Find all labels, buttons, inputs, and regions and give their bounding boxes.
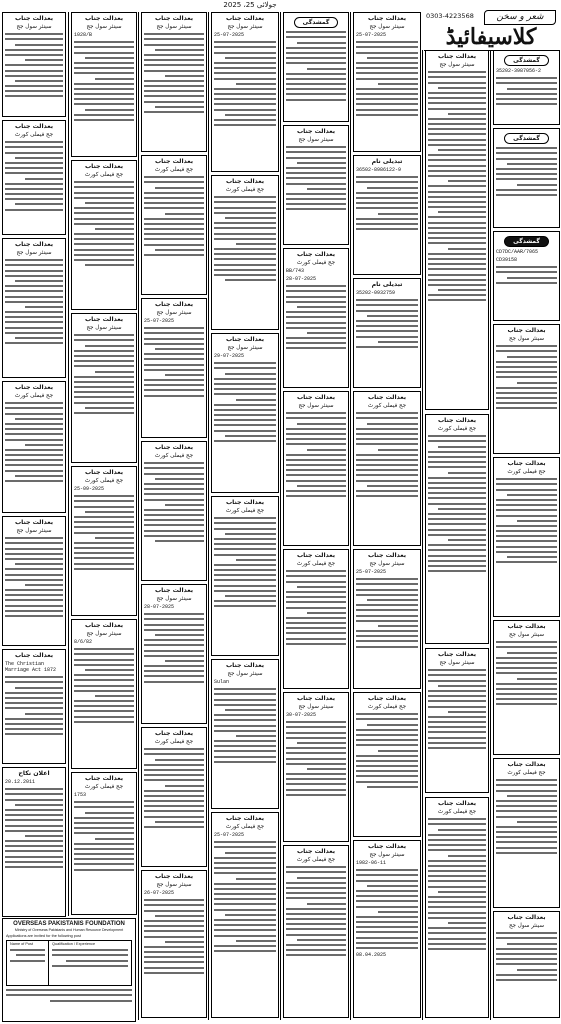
notice-heading: بعدالت جناب: [367, 843, 407, 850]
notice-court: جج فیملی کورٹ: [225, 508, 265, 514]
section-tag: گمشدگی: [504, 133, 549, 144]
notice: [425, 50, 489, 410]
notice: [211, 496, 279, 656]
dateline: 2025 ،جولائی 25: [223, 1, 277, 9]
notice-court: سینئر سول جج: [298, 704, 334, 710]
notice-heading: بعدالت جناب: [154, 730, 194, 737]
registration-number: CD39158: [496, 257, 518, 263]
notice: [283, 549, 349, 689]
notice: [353, 549, 421, 689]
notice-heading: بعدالت جناب: [367, 695, 407, 702]
notice-heading: بعدالت جناب: [84, 15, 124, 22]
notice-court: سینئر سول جج: [227, 671, 263, 677]
notice: [283, 248, 349, 388]
date: 28-07-2025: [286, 276, 317, 282]
notice-heading: بعدالت جناب: [14, 652, 54, 659]
notice-heading: بعدالت جناب: [84, 775, 124, 782]
column-4: [208, 12, 281, 1020]
notice-court: سینئر سول جج: [156, 24, 192, 30]
brand-logo: شعر و سخن: [484, 10, 556, 25]
notice-court: سینئر سول جج: [227, 345, 263, 351]
section-tag: گمشدگی: [504, 55, 549, 66]
notice-heading: اعلان نکاح: [18, 770, 50, 777]
notice: [71, 160, 137, 310]
notice-heading: بعدالت جناب: [14, 384, 54, 391]
notice: [493, 324, 560, 454]
notice-heading: بعدالت جناب: [225, 662, 265, 669]
notice-court: سینئر سول جج: [298, 403, 334, 409]
notice: [211, 175, 279, 330]
date: 25-07-2025: [356, 32, 387, 38]
masthead: [424, 10, 558, 51]
notice-court: جج فیملی کورٹ: [14, 393, 54, 399]
notice-heading: بعدالت جناب: [367, 394, 407, 401]
notice-heading: بعدالت جناب: [367, 15, 407, 22]
job-ad-title: OVERSEAS PAKISTANIS FOUNDATION: [13, 921, 125, 927]
notice: [493, 758, 560, 908]
section-tag: گمشدگی: [504, 236, 549, 247]
notice-heading: بعدالت جناب: [507, 761, 546, 768]
notice-court: جج فیملی کورٹ: [507, 770, 546, 776]
notice-court: جج فیملی کورٹ: [507, 469, 546, 475]
job-ad-subtitle: Ministry of Overseas Pakistanis and Human Resource Development: [14, 928, 124, 932]
notice-court: جج فیملی کورٹ: [154, 167, 194, 173]
notice-heading: بعدالت جناب: [154, 873, 194, 880]
date: 20.12.2011: [5, 779, 36, 785]
column-6: [350, 12, 423, 1020]
notice: [141, 298, 207, 438]
date: 25-07-2025: [144, 318, 175, 324]
date: 29-07-2025: [214, 353, 245, 359]
notice-heading: بعدالت جناب: [437, 417, 477, 424]
notice-court: جج فیملی کورٹ: [225, 824, 265, 830]
notice: [493, 620, 560, 755]
notice-court: سینئر سول جج: [86, 325, 122, 331]
notice-heading: بعدالت جناب: [14, 519, 54, 526]
date: 25-07-2025: [356, 569, 387, 575]
notice: [71, 772, 137, 915]
notice-court: سینئر سول جج: [369, 852, 405, 858]
notice-court: سینئر سول جج: [369, 561, 405, 567]
notice-court: سینئر سول جج: [439, 660, 475, 666]
notice-heading: بعدالت جناب: [437, 800, 477, 807]
notice-heading: بعدالت جناب: [296, 552, 336, 559]
notice-court: جج فیملی کورٹ: [225, 187, 265, 193]
notice: [493, 457, 560, 617]
notice-heading: بعدالت جناب: [296, 128, 336, 135]
notice: [141, 727, 207, 867]
contact-phone: 0303-4223568: [426, 12, 474, 20]
notice-heading: بعدالت جناب: [437, 651, 477, 658]
notice: [2, 120, 66, 235]
notice-heading: بعدالت جناب: [154, 301, 194, 308]
registration-number: CD7DC/AAR/7065: [496, 249, 539, 255]
date: 08.04.2025: [356, 952, 387, 959]
notice-court: جج فیملی کورٹ: [296, 260, 336, 266]
notice: [211, 812, 279, 1018]
notice: [353, 155, 421, 275]
notice: [2, 381, 66, 513]
notice: [353, 840, 421, 1018]
job-ad-col-head: Qualification / Experience: [52, 942, 96, 946]
notice-heading: بعدالت جناب: [154, 15, 194, 22]
notice-heading: بعدالت جناب: [14, 123, 54, 130]
notice-heading: تبدیلی نام: [371, 281, 403, 288]
notice: [141, 12, 207, 152]
notice-court: جج فیملی کورٹ: [84, 172, 124, 178]
job-ad-col-head: Name of Post: [10, 942, 34, 946]
notice: [353, 278, 421, 388]
notice: [283, 125, 349, 245]
notice: [71, 466, 137, 616]
notice-court: جج فیملی کورٹ: [296, 857, 336, 863]
notice: [493, 50, 560, 125]
notice: [71, 313, 137, 463]
notice: [2, 516, 66, 646]
notice-court: سینئر سول جج: [86, 24, 122, 30]
column-2: [68, 12, 139, 916]
notice-heading: بعدالت جناب: [14, 241, 54, 248]
date: 1982-06-11: [356, 860, 387, 866]
notice: [2, 238, 66, 378]
notice-court: سینئر سول جج: [508, 336, 545, 342]
notice: [493, 128, 560, 228]
page-title: کلاسیفائیڈ: [445, 24, 537, 50]
notice-heading: بعدالت جناب: [296, 394, 336, 401]
notice-court: سینئر سول جج: [508, 923, 545, 929]
notice: [71, 619, 137, 769]
notice-heading: تبدیلی نام: [371, 158, 403, 165]
notice: [141, 870, 207, 1018]
notice: [283, 391, 349, 546]
notice-court: جج فیملی کورٹ: [84, 478, 124, 484]
notice: [283, 692, 349, 842]
notice-heading: بعدالت جناب: [225, 499, 265, 506]
notice: [283, 12, 349, 122]
column-7: [422, 50, 491, 1020]
english-job-ad: [2, 918, 136, 1022]
date: 28-07-2025: [144, 604, 175, 610]
notice-heading: بعدالت جناب: [507, 460, 546, 467]
notice-heading: بعدالت جناب: [507, 914, 546, 921]
notice-court: سینئر سول جج: [156, 596, 192, 602]
column-1: [0, 12, 68, 1020]
date: 30-07-2025: [286, 712, 317, 718]
notice-heading: بعدالت جناب: [84, 469, 124, 476]
notice: [2, 649, 66, 764]
column-8: [490, 50, 561, 1020]
notice-court: جج فیملی کورٹ: [437, 426, 477, 432]
reference-number: 1028/B: [74, 32, 93, 38]
notice: [493, 911, 560, 1018]
notice-court: جج فیملی کورٹ: [84, 784, 124, 790]
notice: [353, 12, 421, 152]
notice-court: جج فیملی کورٹ: [367, 704, 407, 710]
job-ad-text: Applications are invited for the following post: [6, 934, 81, 938]
section-tag: گمشدگی: [294, 17, 338, 28]
cnic-number: 35202-0932759: [356, 290, 396, 296]
notice-heading: بعدالت جناب: [296, 695, 336, 702]
notice-heading: بعدالت جناب: [14, 15, 54, 22]
notice-heading: بعدالت جناب: [154, 158, 194, 165]
reference-number: 8/6/82: [74, 639, 93, 645]
notice: [141, 441, 207, 581]
notice: [71, 12, 137, 157]
notice-heading: بعدالت جناب: [154, 444, 194, 451]
notice: [283, 845, 349, 1018]
notice: [2, 767, 66, 917]
notice-court: سینئر سول جج: [86, 631, 122, 637]
notice-court: جج فیملی کورٹ: [367, 403, 407, 409]
notice: [141, 584, 207, 724]
notice: [353, 391, 421, 546]
column-3: [138, 12, 209, 1020]
notice-heading: بعدالت جناب: [507, 623, 546, 630]
cnic-number: 35202-3987056-2: [496, 68, 542, 74]
date: 25-07-2025: [214, 32, 245, 38]
cnic-number: 36502-8986122-9: [356, 167, 402, 173]
notice-court: جج فیملی کورٹ: [154, 739, 194, 745]
notice: [211, 659, 279, 809]
notice-heading: بعدالت جناب: [84, 622, 124, 629]
notice-heading: بعدالت جناب: [507, 327, 546, 334]
notice-court: جج فیملی کورٹ: [437, 809, 477, 815]
notice-court: سینئر سول جج: [156, 882, 192, 888]
notice: [211, 12, 279, 172]
reference-number: 1753: [74, 792, 87, 798]
notice-heading: بعدالت جناب: [225, 815, 265, 822]
notice-court: سینئر سول جج: [156, 310, 192, 316]
notice-heading: بعدالت جناب: [154, 587, 194, 594]
notice: [211, 333, 279, 493]
notice-heading: بعدالت جناب: [225, 336, 265, 343]
notice-court: سینئر سول جج: [508, 632, 545, 638]
marriage-act: The Christian Marriage Act 1872: [5, 661, 57, 673]
notice-heading: بعدالت جناب: [367, 552, 407, 559]
notice-heading: بعدالت جناب: [84, 316, 124, 323]
notice-court: سینئر سول جج: [298, 137, 334, 143]
notice-heading: بعدالت جناب: [225, 178, 265, 185]
notice-court: جج فیملی کورٹ: [296, 561, 336, 567]
date: 25-09-2025: [74, 486, 105, 492]
notice-court: سینئر سول جج: [16, 528, 52, 534]
notice-heading: بعدالت جناب: [437, 53, 477, 60]
reference-number: Sulan: [214, 679, 230, 685]
notice-court: سینئر سول جج: [439, 62, 475, 68]
date: 26-07-2025: [144, 890, 175, 896]
notice: [141, 155, 207, 295]
notice-heading: بعدالت جناب: [296, 251, 336, 258]
notice: [493, 231, 560, 321]
notice-court: سینئر سول جج: [227, 24, 263, 30]
notice: [425, 648, 489, 793]
notice-heading: بعدالت جناب: [84, 163, 124, 170]
date: 25-07-2025: [214, 832, 245, 838]
column-5: [280, 12, 351, 1020]
notice: [353, 692, 421, 837]
notice: [425, 797, 489, 1018]
notice: [2, 12, 66, 117]
reference-number: BB/743: [286, 268, 305, 274]
notice-court: جج فیملی کورٹ: [154, 453, 194, 459]
notice-court: سینئر سول جج: [369, 24, 405, 30]
notice-heading: بعدالت جناب: [296, 848, 336, 855]
notice-court: سینئر سول جج: [16, 24, 52, 30]
notice-court: سینئر سول جج: [16, 250, 52, 256]
notice-court: جج فیملی کورٹ: [14, 132, 54, 138]
notice-heading: بعدالت جناب: [225, 15, 265, 22]
notice: [425, 414, 489, 644]
